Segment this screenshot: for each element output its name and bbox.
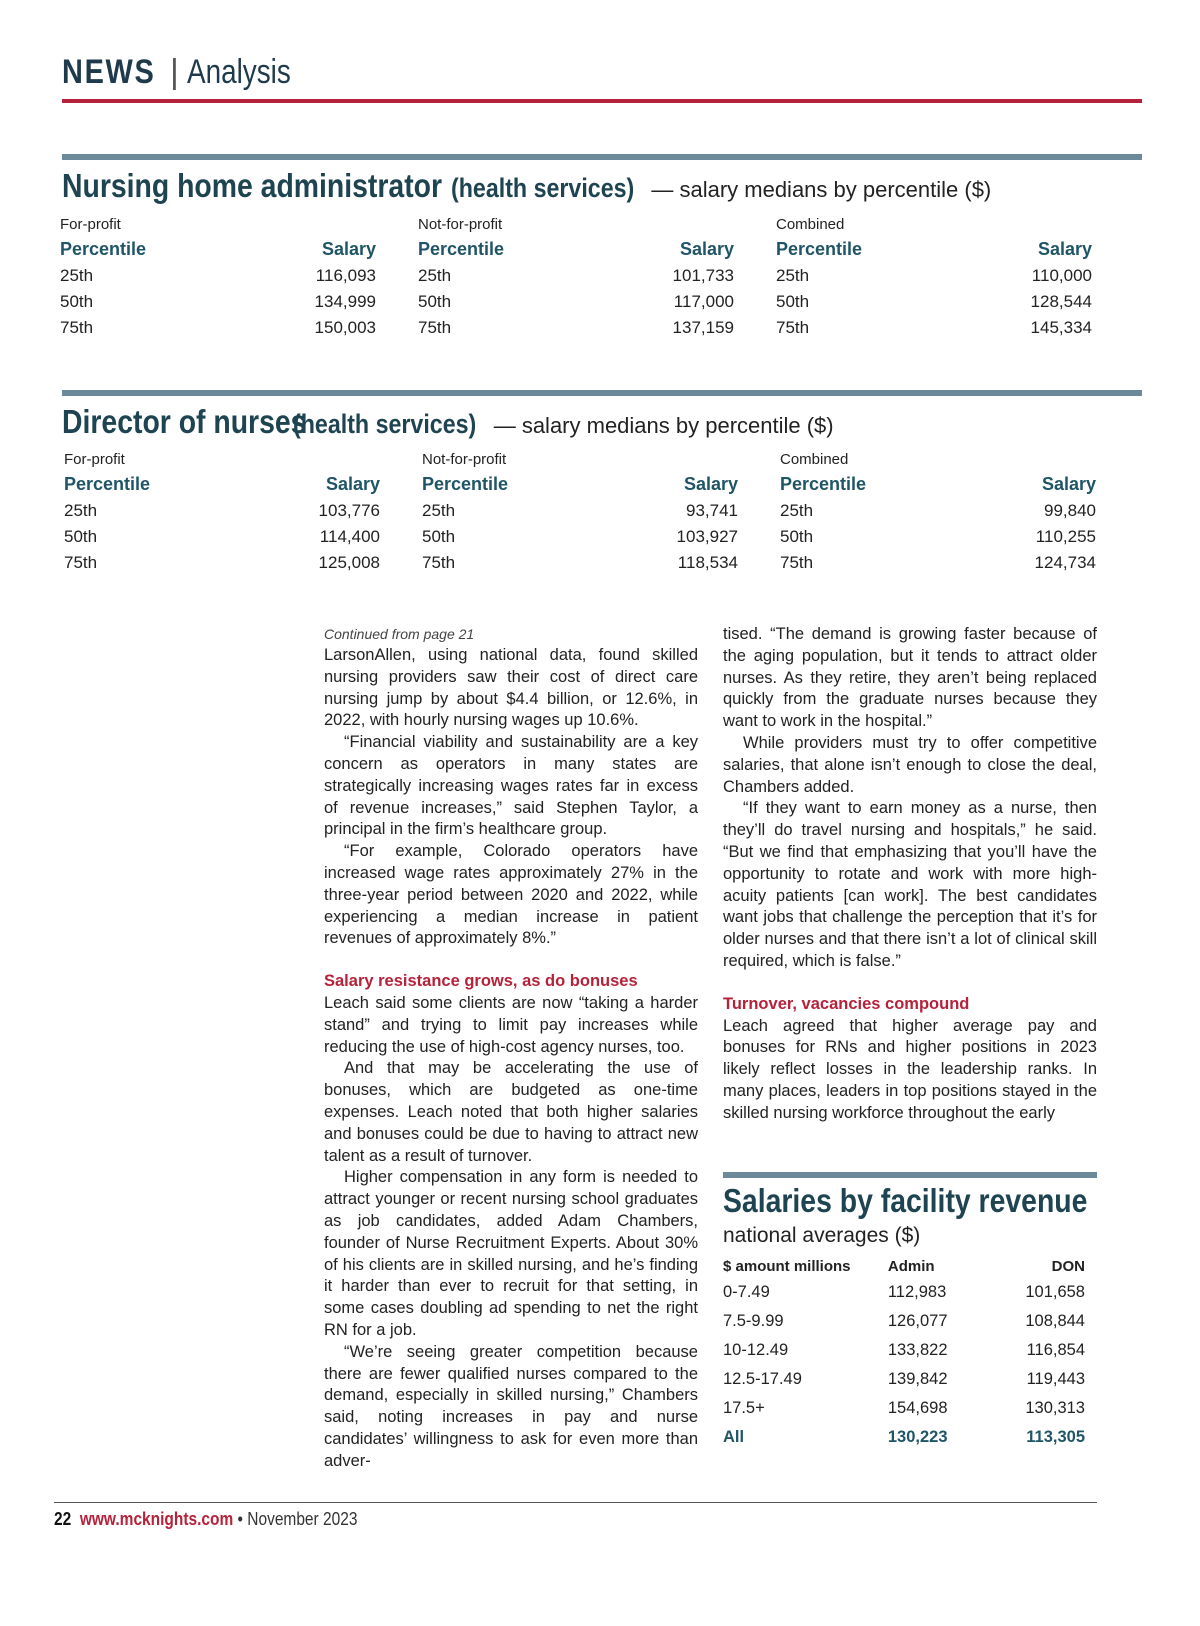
don-group-combined <box>780 449 1096 576</box>
percentile-cell: 25th <box>776 266 810 285</box>
revenue-subtitle: national averages ($) <box>723 1224 921 1247</box>
table-row <box>776 263 1092 289</box>
table-row <box>418 289 734 315</box>
don-cell: 130,313 <box>1025 1399 1085 1417</box>
table-row <box>60 315 376 341</box>
article-column-1 <box>324 624 698 1472</box>
salary-table <box>60 236 376 341</box>
footer-bullet: • <box>237 1509 243 1529</box>
subheading: Salary resistance grows, as do bonuses <box>324 972 638 991</box>
admin-cell: 139,842 <box>887 1370 948 1388</box>
range-cell: 0-7.49 <box>723 1283 770 1301</box>
table-row <box>780 550 1096 576</box>
col-header: Admin <box>887 1257 935 1275</box>
don-cell: 116,854 <box>1026 1341 1085 1359</box>
percentile-cell: 50th <box>60 292 94 311</box>
don-cell: 113,305 <box>1026 1428 1085 1446</box>
subsection-label: Analysis <box>186 53 291 91</box>
table-row <box>422 524 738 550</box>
table-row <box>723 1394 1085 1423</box>
group-name: Not-for-profit <box>418 216 503 233</box>
table-row <box>422 498 738 524</box>
col-header: Salary <box>683 474 738 494</box>
percentile-cell: 75th <box>422 553 456 572</box>
salary-cell: 101,733 <box>672 266 734 285</box>
article-column-2 <box>723 624 1097 1125</box>
don-title-paren: (health services) <box>293 409 477 439</box>
salary-cell: 118,534 <box>677 553 738 572</box>
salary-table <box>418 236 734 341</box>
salary-cell: 93,741 <box>686 501 738 520</box>
header-separator: | <box>170 53 179 91</box>
group-name: Not-for-profit <box>422 451 507 468</box>
salary-cell: 125,008 <box>318 553 380 572</box>
admin-group-combined <box>776 214 1092 341</box>
admin-group-nonprofit <box>418 214 734 341</box>
percentile-cell: 75th <box>780 553 814 572</box>
salary-table <box>422 471 738 576</box>
footer-rule <box>54 1502 1097 1503</box>
salary-cell: 114,400 <box>319 527 380 546</box>
paragraph: And that may be accelerating the use of bonuses, which are budgeted as one-time expenses. Leach noted that both higher salaries and bonuses could be due to having to attract new talent as a result of turnover. <box>324 1059 698 1165</box>
salary-cell: 124,734 <box>1034 553 1096 572</box>
percentile-cell: 50th <box>780 527 814 546</box>
section-header <box>62 52 313 92</box>
col-header: DON <box>1051 1257 1085 1275</box>
percentile-cell: 50th <box>418 292 452 311</box>
table-row <box>60 263 376 289</box>
group-name: Combined <box>780 451 849 468</box>
paragraph: “Financial viability and sustainability are a key concern as operators in many states are strategically increasing wages rates far in excess of revenue increases,” said Stephen Taylor, a principal in the firm’s healthcare group. <box>324 733 698 839</box>
percentile-cell: 25th <box>64 501 98 520</box>
salary-cell: 110,255 <box>1035 527 1096 546</box>
don-title-sub: — salary medians by percentile ($) <box>493 413 834 438</box>
table-row <box>422 550 738 576</box>
percentile-cell: 75th <box>60 318 94 337</box>
table-row <box>776 289 1092 315</box>
table-row <box>723 1365 1085 1394</box>
table-row <box>418 315 734 341</box>
col-header: Percentile <box>776 239 863 259</box>
paragraph: “We’re seeing greater competition because there are fewer qualified nurses compared to the demand, especially in skilled nursing,” Chambers said, noting increases in pay and nurse candidates’ willingness to ask for even more than adver- <box>324 1342 698 1470</box>
section-label: NEWS <box>62 53 156 91</box>
admin-title-main: Nursing home administrator <box>62 167 443 204</box>
salary-cell: 137,159 <box>672 318 734 337</box>
percentile-cell: 75th <box>776 318 810 337</box>
col-header: Percentile <box>780 474 867 494</box>
range-cell: All <box>723 1428 745 1446</box>
site-link[interactable]: www.mcknights.com <box>79 1509 234 1529</box>
table-row <box>780 498 1096 524</box>
table-row <box>723 1336 1085 1365</box>
admin-cell: 133,822 <box>887 1341 948 1359</box>
header-rule <box>62 99 1142 103</box>
percentile-cell: 25th <box>780 501 814 520</box>
paragraph: “If they want to earn money as a nurse, then they’ll do travel nursing and hospitals,” he said. “But we find that emphasizing that you’ll have the opportunity to rotate and work with more high-acuity patients [can work]. The best candidates want jobs that challenge the perception that it’s for older nurses and that there isn’t a lot of clinical skill required, which is false.” <box>723 799 1097 970</box>
col-header: Percentile <box>422 474 509 494</box>
don-section-rule <box>62 390 1142 396</box>
admin-cell: 154,698 <box>887 1399 948 1417</box>
col-header: Salary <box>1037 239 1092 259</box>
subheading: Turnover, vacancies compound <box>723 994 970 1013</box>
admin-group-forprofit <box>60 214 376 341</box>
percentile-cell: 25th <box>60 266 94 285</box>
table-row <box>723 1307 1085 1336</box>
admin-cell: 130,223 <box>887 1428 948 1446</box>
table-row <box>776 315 1092 341</box>
col-header: Percentile <box>60 239 147 259</box>
col-header: Percentile <box>418 239 505 259</box>
group-name: For-profit <box>64 451 125 468</box>
paragraph: Leach agreed that higher average pay and bonuses for RNs and higher positions in 2023 likely reflect losses in the leadership ranks. In many places, leaders in top positions stayed in the skilled nursing workforce throughout the early <box>723 1016 1097 1122</box>
range-cell: 10-12.49 <box>723 1341 789 1359</box>
col-header: Salary <box>1041 474 1096 494</box>
don-group-forprofit <box>64 449 380 576</box>
admin-title-paren: (health services) <box>451 173 635 203</box>
table-row <box>64 524 380 550</box>
group-name: For-profit <box>60 216 121 233</box>
col-header: Salary <box>679 239 734 259</box>
don-table-title <box>62 402 834 446</box>
admin-cell: 112,983 <box>887 1283 947 1301</box>
salary-table <box>780 471 1096 576</box>
salary-cell: 134,999 <box>314 292 376 311</box>
paragraph: LarsonAllen, using national data, found skilled nursing providers saw their cost of direct care nursing jump by about $4.4 billion, or 12.6%, in 2022, with hourly nursing wages up 10.6%. <box>324 646 698 730</box>
range-cell: 17.5+ <box>723 1399 765 1417</box>
salary-cell: 128,544 <box>1030 292 1092 311</box>
salary-cell: 116,093 <box>315 266 376 285</box>
col-header: $ amount millions <box>723 1257 851 1275</box>
percentile-cell: 75th <box>418 318 452 337</box>
table-row <box>64 550 380 576</box>
table-row <box>64 498 380 524</box>
salary-cell: 117,000 <box>673 292 734 311</box>
issue-date: November 2023 <box>247 1509 358 1529</box>
group-name: Combined <box>776 216 845 233</box>
total-row <box>723 1423 1085 1452</box>
percentile-cell: 50th <box>422 527 456 546</box>
table-row <box>723 1278 1085 1307</box>
continued-note: Continued from page 21 <box>324 626 475 642</box>
don-cell: 101,658 <box>1025 1283 1085 1301</box>
paragraph: Higher compensation in any form is needed to attract younger or recent nursing school graduates as job candidates, added Adam Chambers, founder of Nurse Recruitment Experts. About 30% of his clients are in skilled nursing, and he’s finding it harder than ever to recruit for that setting, in some cases doubling ad spending to net the right RN for a job. <box>324 1168 698 1339</box>
salary-table <box>64 471 380 576</box>
admin-title-sub: — salary medians by percentile ($) <box>651 177 992 202</box>
col-header: Percentile <box>64 474 151 494</box>
col-header: Salary <box>321 239 376 259</box>
paragraph: While providers must try to offer competitive salaries, that alone isn’t enough to close the deal, Chambers added. <box>723 733 1097 796</box>
table-row <box>418 263 734 289</box>
paragraph: tised. “The demand is growing faster because of the aging population, but it tends to attract older nurses. As they retire, they aren’t being replaced quickly from the graduate nurses because they want to work in the hospital.” <box>723 625 1097 731</box>
salary-cell: 145,334 <box>1030 318 1092 337</box>
admin-cell: 126,077 <box>887 1312 948 1330</box>
table-row <box>780 524 1096 550</box>
page-footer <box>54 1507 407 1531</box>
percentile-cell: 25th <box>422 501 456 520</box>
salary-table <box>776 236 1092 341</box>
don-title-main: Director of nurses <box>62 403 307 440</box>
don-cell: 108,844 <box>1025 1312 1085 1330</box>
salary-cell: 99,840 <box>1044 501 1096 520</box>
paragraph: “For example, Colorado operators have increased wage rates approximately 27% in the three-year period between 2020 and 2022, while experiencing a median increase in patient revenues of approximately 8%.” <box>324 842 698 948</box>
percentile-cell: 50th <box>64 527 98 546</box>
admin-table-title <box>62 166 991 210</box>
admin-section-rule <box>62 154 1142 160</box>
salary-cell: 103,927 <box>676 527 738 546</box>
revenue-rule <box>723 1172 1097 1178</box>
revenue-title: Salaries by facility revenue <box>723 1182 1088 1219</box>
salary-cell: 103,776 <box>318 501 380 520</box>
revenue-table <box>723 1254 1085 1452</box>
percentile-cell: 50th <box>776 292 810 311</box>
salary-cell: 110,000 <box>1031 266 1092 285</box>
percentile-cell: 75th <box>64 553 98 572</box>
don-cell: 119,443 <box>1026 1370 1085 1388</box>
col-header: Salary <box>325 474 380 494</box>
paragraph: Leach said some clients are now “taking a harder stand” and trying to limit pay increases while reducing the use of high-cost agency nurses, too. <box>324 993 698 1056</box>
table-row <box>60 289 376 315</box>
range-cell: 12.5-17.49 <box>723 1370 802 1388</box>
salary-cell: 150,003 <box>314 318 376 337</box>
range-cell: 7.5-9.99 <box>723 1312 784 1330</box>
page-number: 22 <box>54 1509 72 1529</box>
percentile-cell: 25th <box>418 266 452 285</box>
don-group-nonprofit <box>422 449 738 576</box>
